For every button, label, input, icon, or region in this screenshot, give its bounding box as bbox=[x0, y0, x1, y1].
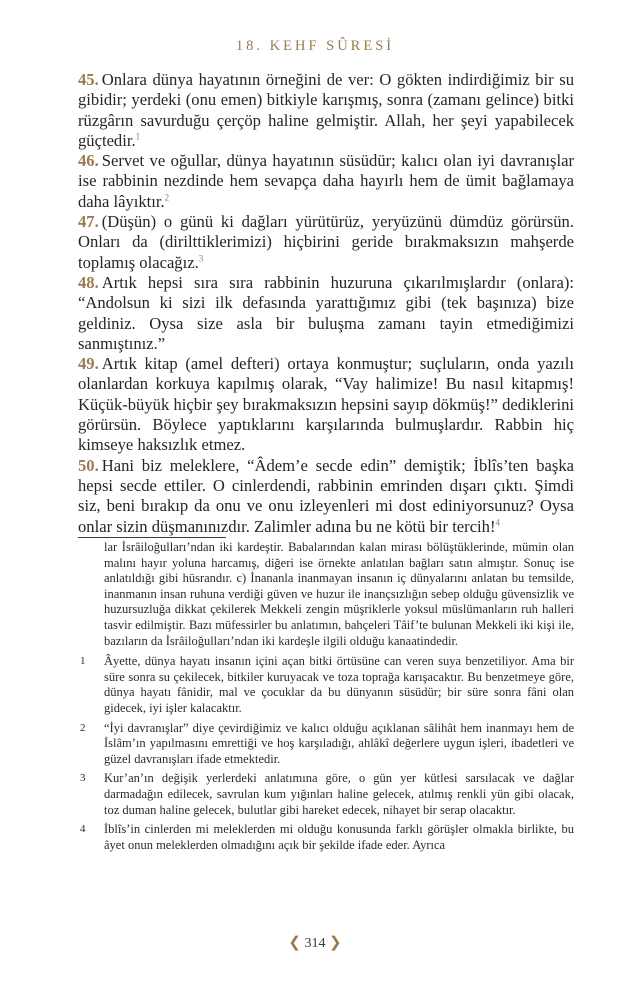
verse-47 bbox=[78, 212, 574, 273]
footnote-3 bbox=[78, 771, 574, 818]
footnote-ref[interactable]: 4 bbox=[495, 517, 500, 527]
footnote-number: 4 bbox=[80, 823, 86, 836]
verse-text: Artık hepsi sıra sıra rabbinin huzuruna çıkarılmışlardır (onlara): “Andolsun ki sizi ilk defasında yarattığımız gibi (tek başınıza) bize geldiniz. Oysa size asla bir buluşma zamanı tayin etmediğimizi sanmıştınız.” bbox=[78, 272, 574, 353]
footnote-2 bbox=[78, 721, 574, 768]
verse-46 bbox=[78, 151, 574, 212]
verse-number: 45. bbox=[78, 70, 99, 89]
page-number-block bbox=[0, 933, 630, 952]
footnote-text: İblîs’in cinlerden mi meleklerden mi olduğu konusunda farklı görüşler olmakla birlikte, bu âyet onun meleklerden olmadığını açık bir şekilde ifade eder. Ayrıca bbox=[104, 822, 574, 852]
footnote-continuation: lar İsrâiloğulları’ndan iki kardeştir. Babalarından kalan mirası bölüştüklerinde, mümin olan malını hayır yoluna harcamış, diğeri ise örnekte anlatılan bağları satın almıştır. Sonuç ise anlatıldığı gibi hüsrandır. c) İnananla inanmayan insanın iç dünyalarını anlatan bu temsilde, inanmanın insan ruhuna verdiği güven ve huzur ile inançsızlığın sebep olduğu güvensizlik ve huzursuzluğa dikkat çekilerek Mekkeli zengin müşriklerle yoksul müslümanların ruh halleri tasvir edilmiştir. Bazı müfessirler bu anlatımın, bahçeleri Tâif’te bulunan Mekkeli iki kişi ile, bazıların da İsrâiloğulları’ndan iki kardeşle ilgili olduğu kanaatindedir. bbox=[104, 540, 574, 648]
chapter-header: 18. KEHF SÛRESİ bbox=[235, 38, 395, 54]
ornament-left-icon: ❮ bbox=[288, 935, 301, 951]
verse-number: 47. bbox=[78, 212, 99, 232]
verse-50 bbox=[78, 456, 574, 537]
verse-text: Hani biz meleklere, “Âdem’e secde edin” demiştik; İblîs’ten başka hepsi secde ettiler. O cinlerdendi, rabbinin emrinden dışarı çıktı. Şimdi siz, beni bırakıp da onu ve onu izleyenleri mi dost ediniyorsunuz? Oysa onlar sizin düşmanınızdır. Zalimler adına bu ne kötü bir tercih! bbox=[78, 455, 574, 536]
footnote-text: “İyi davranışlar” diye çevirdiğimiz ve kalıcı olduğu açıklanan sâlihât hem inanmayı hem de İslâm’ın yapılmasını emrettiği ve hoş karşıladığı, ahlâkî değerlere uygun işleri, ibadetleri ve güzel davranışları ifade etmektedir. bbox=[104, 720, 574, 766]
page-number: 314 bbox=[304, 936, 326, 951]
footnote-number: 1 bbox=[80, 655, 86, 668]
verse-49 bbox=[78, 354, 574, 455]
verse-list bbox=[78, 70, 574, 537]
verse-text: (Düşün) o günü ki dağları yürütürüz, yeryüzünü dümdüz görürsün. Onları da (dirilttiklerimizi) hiçbirini geride bırakmaksızın mahşerde toplamış olacağız. bbox=[78, 212, 574, 272]
footnote-number: 3 bbox=[80, 772, 86, 785]
verse-45 bbox=[78, 70, 574, 151]
footnote-ref[interactable]: 1 bbox=[135, 131, 141, 142]
verse-number: 48. bbox=[78, 272, 99, 292]
footnote-text: Kur’an’ın değişik yerlerdeki anlatımına göre, o gün yer kütlesi sarsılacak ve dağlar darmadağın edilecek, savrulan kum yığınları haline gelecek, atılmış renkli yün gibi olacak, toz duman haline gelecek, bulutlar gibi hareket edecek, nihayet bir serap olacaktır. bbox=[104, 771, 574, 817]
verse-number: 46. bbox=[78, 151, 99, 171]
ornament-right-icon: ❯ bbox=[329, 935, 342, 951]
footnote-ref[interactable]: 3 bbox=[198, 253, 204, 264]
verse-text: Artık kitap (amel defteri) ortaya konmuştur; suçluların, onda yazılı olanlardan korkuya kapılmış olarak, “Vay halimize! Bu nasıl kitapmış! Küçük-büyük hiçbir şey bırakmaksızın hepsini sayıp dökmüş!” dediklerini görürsün. Böylece yaptıklarını karşılarında bulmuşlardır. Rabbin hiç kimseye haksızlık etmez. bbox=[78, 354, 574, 455]
footnote-divider bbox=[78, 537, 226, 538]
footnotes bbox=[78, 540, 574, 857]
verse-text: Onlara dünya hayatının örneğini de ver: O gökten indirdiğimiz bir su gibidir; yerdeki (onu emen) bitkiyle karışmış, sonra (zamanı gelince) bitki rüzgârın savurduğu çerçöp haline gelmiştir. Allah, her şeyi yapabilecek güçtedir. bbox=[78, 70, 574, 150]
footnote-1 bbox=[78, 654, 574, 716]
footnote-4 bbox=[78, 822, 574, 853]
verse-number: 50. bbox=[78, 455, 99, 475]
verse-text: Servet ve oğullar, dünya hayatının süsüdür; kalıcı olan iyi davranışlar ise rabbinin nezdinde hem sevapça daha hayırlı hem de ümit bağlamaya daha lâyıktır. bbox=[78, 151, 574, 211]
verse-number: 49. bbox=[78, 354, 99, 374]
verse-48 bbox=[78, 273, 574, 354]
footnote-number: 2 bbox=[80, 721, 86, 734]
footnote-text: Âyette, dünya hayatı insanın içini açan bitki örtüsüne can veren suya benzetiliyor. Ama bir süre sonra su çekilecek, bitkiler kuruyacak ve toza toprağa karışacaktır. Bu benzetmeye göre, dünya hayatı fânidir, mal ve çocuklar da bu dünyanın süsüdür; bir süre sonra fâni olan gidecek, iyi işler kalacaktır. bbox=[104, 654, 574, 715]
footnote-ref[interactable]: 2 bbox=[164, 192, 170, 203]
